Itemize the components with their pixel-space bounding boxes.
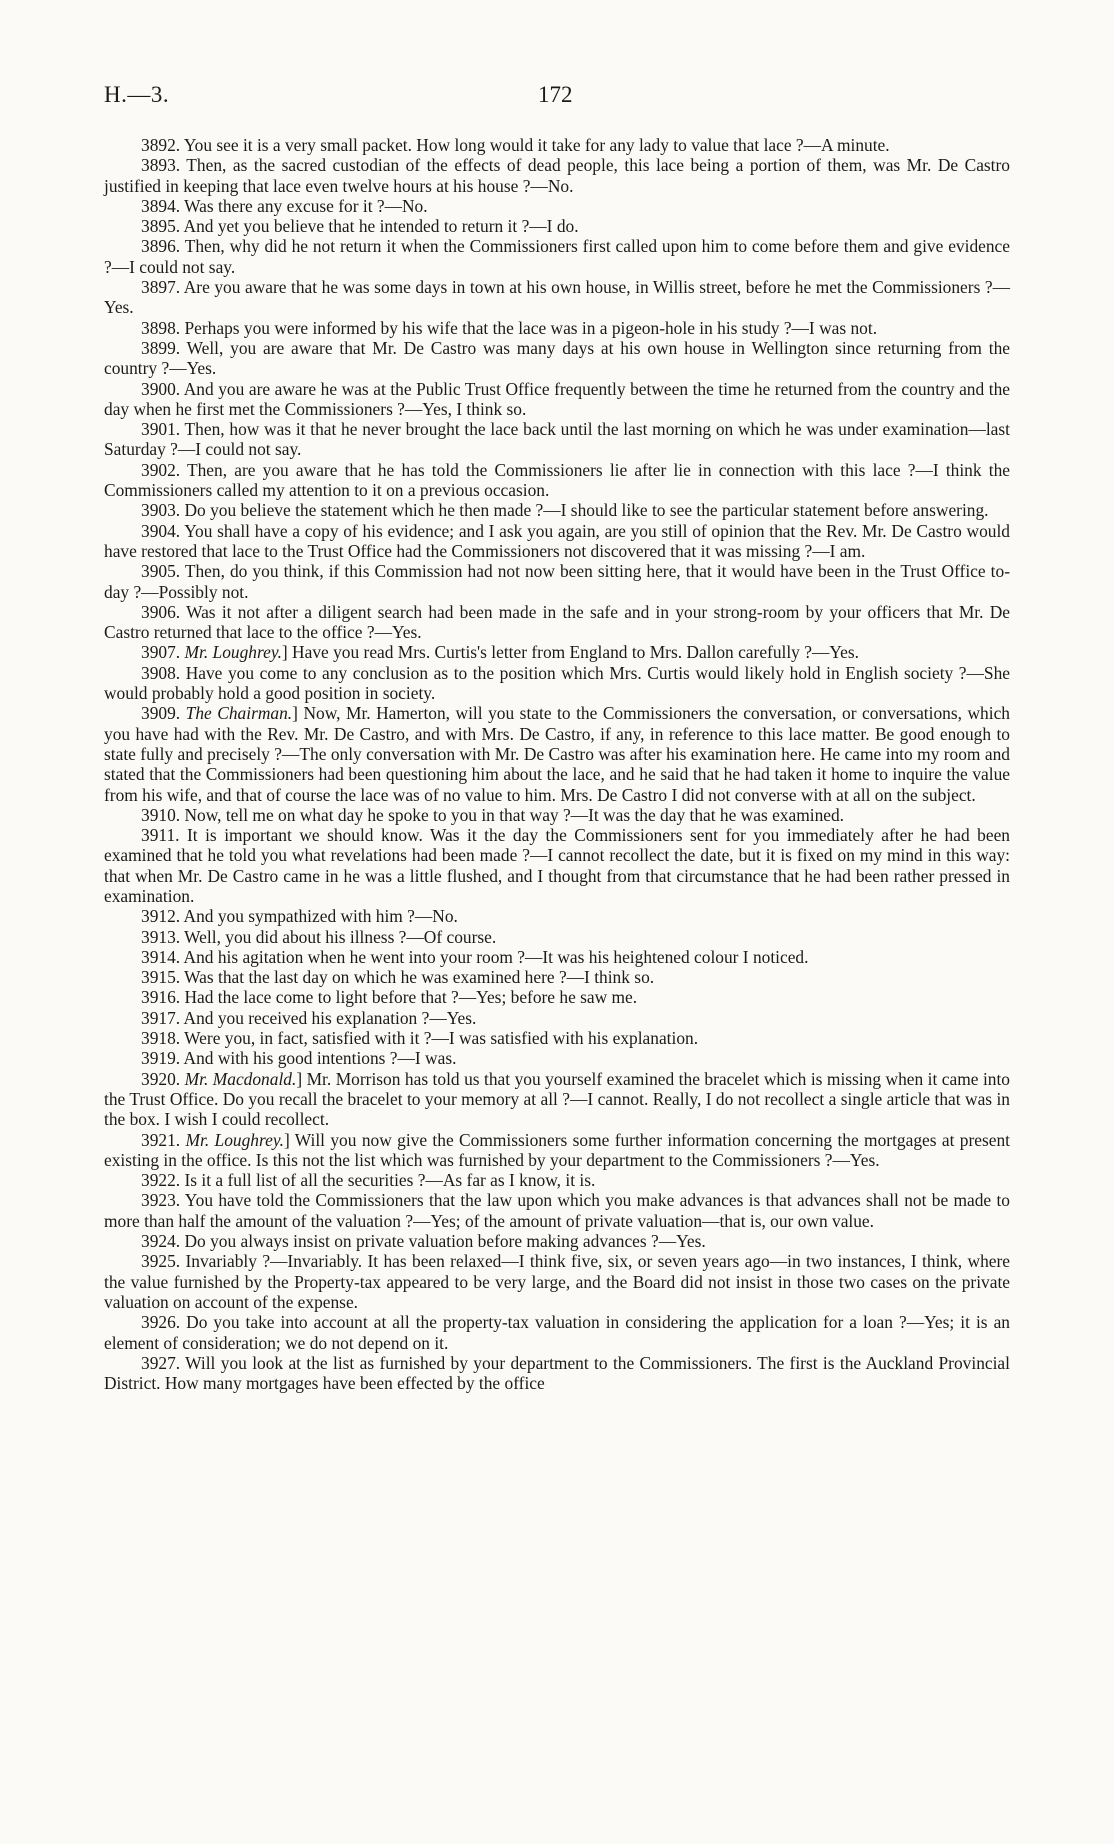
evidence-paragraph: 3910. Now, tell me on what day he spoke to you in that way ?—It was the day that he was examined. [141, 804, 845, 825]
evidence-paragraph: 3902. Then, are you aware that he has told the Commissioners lie after lie in connection with this lace ?—I think the Commissioners called my attention to it on a previous occasion. [104, 459, 1010, 501]
evidence-paragraph: 3914. And his agitation when he went into your room ?—It was his heightened colour I noticed. [141, 946, 809, 967]
paragraph-text: ] Now, Mr. Hamerton, will you state to the Commissioners the conversation, or conversations, which you have had with the Rev. Mr. De Castro, and with Mrs. De Castro, if any, in reference to this lace matter. Be good enough to state fully and precisely ?—The only conversation with Mr. De Castro was after his examination here. He came into my room and stated that the Commissioners had been questioning him about the lace, and he said that he had taken it home to inquire the value from his wife, and that of course the lace was of no value to him. Mrs. De Castro I did not converse with at all on the subject. [104, 703, 1010, 805]
evidence-paragraph: 3925. Invariably ?—Invariably. It has been relaxed—I think five, six, or seven years ago—in two instances, I think, where the value furnished by the Property-tax appeared to be very large, and the Board did not insist in those two cases on the private valuation on account of the expense. [104, 1251, 1010, 1312]
evidence-paragraph: 3924. Do you always insist on private valuation before making advances ?—Yes. [141, 1231, 706, 1252]
evidence-paragraph: 3918. Were you, in fact, satisfied with it ?—I was satisfied with his explanation. [141, 1028, 699, 1049]
evidence-paragraph: 3913. Well, you did about his illness ?—Of course. [141, 926, 497, 947]
evidence-paragraph: 3927. Will you look at the list as furnished by your department to the Commissioners. The first is the Auckland Provincial District. How many mortgages have been effected by the office [104, 1352, 1010, 1394]
evidence-paragraph: 3908. Have you come to any conclusion as to the position which Mrs. Curtis would likely hold in English society ?—She would probably hold a good position in society. [104, 662, 1010, 704]
evidence-paragraph: 3915. Was that the last day on which he was examined here ?—I think so. [141, 967, 655, 988]
evidence-paragraph: 3899. Well, you are aware that Mr. De Castro was many days at his own house in Wellington since returning from the country ?—Yes. [104, 337, 1010, 379]
evidence-paragraph: 3926. Do you take into account at all the property-tax valuation in considering the application for a loan ?—Yes; it is an element of consideration; we do not depend on it. [104, 1312, 1010, 1353]
evidence-paragraph [104, 642, 1010, 662]
question-number: 3907. [141, 642, 181, 663]
speaker-name: Mr. Loughrey. [185, 1129, 284, 1150]
evidence-paragraph: 3893. Then, as the sacred custodian of the effects of dead people, this lace being a portion of them, was Mr. De Castro justified in keeping that lace even twelve hours at his house ?—No. [104, 155, 1010, 196]
evidence-paragraph: 3903. Do you believe the statement which he then made ?—I should like to see the particular statement before answering. [141, 500, 989, 521]
evidence-paragraph: 3919. And with his good intentions ?—I was. [141, 1048, 457, 1069]
evidence-paragraph: 3916. Had the lace come to light before that ?—Yes; before he saw me. [141, 987, 638, 1008]
speaker-name: Mr. Macdonald. [184, 1068, 297, 1089]
evidence-text [104, 135, 1010, 1393]
evidence-paragraph: 3917. And you received his explanation ?—Yes. [141, 1007, 477, 1028]
evidence-paragraph: 3906. Was it not after a diligent search had been made in the safe and in your strong-room by your officers that Mr. De Castro returned that lace to the office ?—Yes. [104, 601, 1010, 643]
evidence-paragraph: 3904. You shall have a copy of his evidence; and I ask you again, are you still of opinion that the Rev. Mr. De Castro would have restored that lace to the Trust Office had the Commissioners not discovered that it was missing ?—I am. [104, 520, 1010, 561]
evidence-paragraph: 3905. Then, do you think, if this Commission had not now been sitting here, that it would have been in the Trust Office to-day ?—Possibly not. [104, 561, 1010, 602]
evidence-paragraph: 3897. Are you aware that he was some days in town at his own house, in Willis street, before he met the Commissioners ?—Yes. [104, 277, 1010, 318]
evidence-paragraph: 3912. And you sympathized with him ?—No. [141, 906, 458, 927]
page-number: 172 [538, 82, 573, 107]
evidence-paragraph: 3911. It is important we should know. Was it the day the Commissioners sent for you immediately after he had been examined that he told you what revelations had been made ?—I cannot recollect the date, but it is fixed on my mind in this way: that when Mr. De Castro came in he was a little flushed, and I thought from that circumstance that he had been rather pressed in examination. [104, 825, 1010, 906]
document-reference: H.—3. [104, 82, 170, 107]
question-number: 3909. [141, 703, 181, 724]
paragraph-text: ] Mr. Morrison has told us that you yourself examined the bracelet which is missing when it came into the Trust Office. Do you recall the bracelet to your memory at all ?—I cannot. Really, I do not recollect a single article that was in the box. I wish I could recollect. [104, 1068, 1010, 1130]
question-number: 3921. [141, 1129, 181, 1150]
evidence-paragraph: 3896. Then, why did he not return it when the Commissioners first called upon him to come before them and give evidence ?—I could not say. [104, 236, 1010, 277]
evidence-paragraph: 3894. Was there any excuse for it ?—No. [141, 195, 428, 216]
evidence-paragraph: 3922. Is it a full list of all the securities ?—As far as I know, it is. [141, 1170, 596, 1191]
evidence-paragraph: 3900. And you are aware he was at the Public Trust Office frequently between the time he returned from the country and the day when he first met the Commissioners ?—Yes, I think so. [104, 378, 1010, 419]
evidence-paragraph [104, 1130, 1010, 1171]
paragraph-text: ] Will you now give the Commissioners some further information concerning the mortgages at present existing in the office. Is this not the list which was furnished by your department to the Commissioners ?—Yes. [104, 1129, 1010, 1170]
evidence-paragraph: 3892. You see it is a very small packet. How long would it take for any lady to value that lace ?—A minute. [141, 135, 890, 155]
evidence-paragraph: 3895. And yet you believe that he intended to return it ?—I do. [141, 216, 579, 237]
question-number: 3920. [141, 1068, 181, 1089]
evidence-paragraph: 3923. You have told the Commissioners that the law upon which you make advances is that advances shall not be made to more than half the amount of the valuation ?—Yes; of the amount of private valuation—that is, our own value. [104, 1190, 1010, 1231]
evidence-paragraph: 3898. Perhaps you were informed by his wife that the lace was in a pigeon-hole in his study ?—I was not. [141, 317, 878, 338]
evidence-paragraph [104, 703, 1010, 804]
evidence-paragraph: 3901. Then, how was it that he never brought the lace back until the last morning on which he was under examination—last Saturday ?—I could not say. [104, 419, 1010, 460]
speaker-name: The Chairman. [185, 703, 293, 724]
evidence-paragraph [104, 1069, 1010, 1130]
speaker-name: Mr. Loughrey. [184, 642, 282, 663]
page-header [0, 82, 1114, 112]
paragraph-text: ] Have you read Mrs. Curtis's letter from England to Mrs. Dallon carefully ?—Yes. [281, 642, 859, 663]
